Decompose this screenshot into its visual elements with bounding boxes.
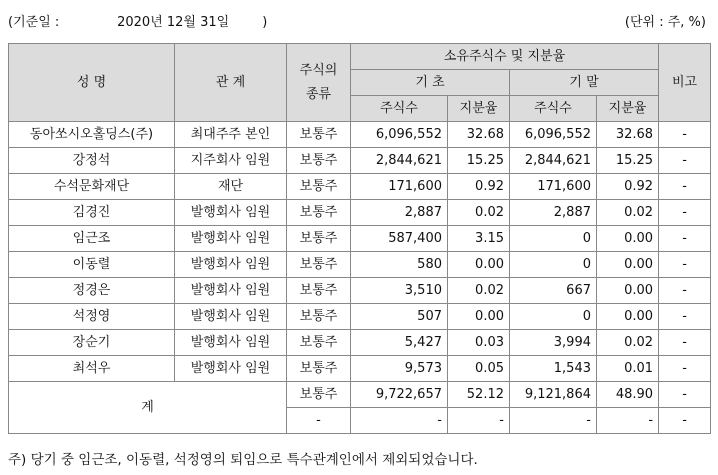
cell-type: 보통주 — [287, 226, 351, 252]
cell-start-ratio: 0.05 — [448, 356, 510, 382]
cell-start-ratio: 0.00 — [448, 304, 510, 330]
cell-start-shares: 9,573 — [351, 356, 448, 382]
cell-end-shares: 9,121,864 — [510, 382, 597, 408]
cell-end-ratio: 32.68 — [597, 122, 659, 148]
cell-end-ratio: 48.90 — [597, 382, 659, 408]
cell-note: - — [659, 304, 711, 330]
cell-type: 보통주 — [287, 148, 351, 174]
cell-type: - — [287, 408, 351, 434]
col-start: 기 초 — [351, 70, 510, 96]
table-row — [9, 174, 711, 200]
cell-name: 강정석 — [9, 148, 175, 174]
cell-type: 보통주 — [287, 252, 351, 278]
cell-start-ratio: 0.00 — [448, 252, 510, 278]
table-caption — [8, 11, 710, 31]
cell-note: - — [659, 122, 711, 148]
cell-start-shares: 587,400 — [351, 226, 448, 252]
cell-start-ratio: 0.02 — [448, 278, 510, 304]
cell-relation: 지주회사 임원 — [175, 148, 287, 174]
cell-name: 최석우 — [9, 356, 175, 382]
cell-end-ratio: 0.92 — [597, 174, 659, 200]
cell-end-shares: 2,844,621 — [510, 148, 597, 174]
cell-note: - — [659, 330, 711, 356]
cell-start-shares: 5,427 — [351, 330, 448, 356]
cell-end-ratio: 0.00 — [597, 304, 659, 330]
cell-end-ratio: 0.02 — [597, 330, 659, 356]
col-end: 기 말 — [510, 70, 659, 96]
cell-type: 보통주 — [287, 200, 351, 226]
cell-start-ratio: 0.03 — [448, 330, 510, 356]
cell-end-ratio: 0.00 — [597, 226, 659, 252]
col-end-ratio: 지분율 — [597, 96, 659, 122]
cell-note: - — [659, 174, 711, 200]
cell-start-shares: 171,600 — [351, 174, 448, 200]
cell-relation: 발행회사 임원 — [175, 304, 287, 330]
cell-start-shares: 507 — [351, 304, 448, 330]
cell-note: - — [659, 226, 711, 252]
cell-start-ratio: 3.15 — [448, 226, 510, 252]
cell-name: 수석문화재단 — [9, 174, 175, 200]
cell-name: 석정영 — [9, 304, 175, 330]
col-ownership: 소유주식수 및 지분율 — [351, 44, 659, 70]
cell-start-ratio: - — [448, 408, 510, 434]
cell-start-shares: 2,887 — [351, 200, 448, 226]
table-row — [9, 226, 711, 252]
cell-type: 보통주 — [287, 330, 351, 356]
cell-name: 이동렬 — [9, 252, 175, 278]
shareholder-table — [8, 43, 711, 434]
cell-type: 보통주 — [287, 304, 351, 330]
col-relation: 관 계 — [175, 44, 287, 122]
cell-start-ratio: 32.68 — [448, 122, 510, 148]
cell-relation: 발행회사 임원 — [175, 356, 287, 382]
cell-end-shares: 3,994 — [510, 330, 597, 356]
total-row — [9, 382, 711, 408]
cell-relation: 최대주주 본인 — [175, 122, 287, 148]
cell-end-shares: 0 — [510, 304, 597, 330]
cell-end-ratio: 0.02 — [597, 200, 659, 226]
cell-note: - — [659, 252, 711, 278]
cell-note: - — [659, 148, 711, 174]
cell-note: - — [659, 382, 711, 408]
cell-type: 보통주 — [287, 382, 351, 408]
col-note: 비고 — [659, 44, 711, 122]
cell-note: - — [659, 356, 711, 382]
cell-end-ratio: 0.00 — [597, 278, 659, 304]
table-row — [9, 356, 711, 382]
table-row — [9, 278, 711, 304]
cell-end-shares: 667 — [510, 278, 597, 304]
cell-type: 보통주 — [287, 122, 351, 148]
cell-name: 장순기 — [9, 330, 175, 356]
cell-start-shares: 580 — [351, 252, 448, 278]
cell-start-shares: - — [351, 408, 448, 434]
cell-end-shares: 0 — [510, 252, 597, 278]
cell-relation: 발행회사 임원 — [175, 252, 287, 278]
cell-relation: 발행회사 임원 — [175, 226, 287, 252]
cell-start-shares: 2,844,621 — [351, 148, 448, 174]
table-row — [9, 304, 711, 330]
cell-start-ratio: 0.92 — [448, 174, 510, 200]
unit-label: (단위 : 주, %) — [624, 15, 706, 30]
cell-start-ratio: 52.12 — [448, 382, 510, 408]
cell-end-ratio: - — [597, 408, 659, 434]
cell-start-ratio: 15.25 — [448, 148, 510, 174]
cell-relation: 발행회사 임원 — [175, 278, 287, 304]
cell-end-shares: 171,600 — [510, 174, 597, 200]
cell-end-ratio: 0.01 — [597, 356, 659, 382]
total-label: 계 — [9, 382, 287, 434]
footnote: 주) 당기 중 임근조, 이동렬, 석정영의 퇴임으로 특수관계인에서 제외되었습니다. — [8, 452, 478, 468]
basis-date: (기준일 : 2020년 12월 31일 ) — [8, 15, 268, 30]
col-stock-type: 주식의 종류 — [287, 44, 351, 122]
col-start-ratio: 지분율 — [448, 96, 510, 122]
cell-name: 김경진 — [9, 200, 175, 226]
cell-end-shares: 0 — [510, 226, 597, 252]
cell-note: - — [659, 408, 711, 434]
table-row — [9, 122, 711, 148]
col-start-shares: 주식수 — [351, 96, 448, 122]
col-end-shares: 주식수 — [510, 96, 597, 122]
cell-end-shares: - — [510, 408, 597, 434]
table-row — [9, 200, 711, 226]
table-row — [9, 252, 711, 278]
cell-type: 보통주 — [287, 278, 351, 304]
cell-start-ratio: 0.02 — [448, 200, 510, 226]
table-row — [9, 148, 711, 174]
cell-relation: 발행회사 임원 — [175, 330, 287, 356]
cell-relation: 발행회사 임원 — [175, 200, 287, 226]
cell-end-shares: 2,887 — [510, 200, 597, 226]
cell-end-ratio: 0.00 — [597, 252, 659, 278]
cell-start-shares: 9,722,657 — [351, 382, 448, 408]
cell-name: 동아쏘시오홀딩스(주) — [9, 122, 175, 148]
table-row — [9, 330, 711, 356]
cell-end-shares: 1,543 — [510, 356, 597, 382]
cell-name: 임근조 — [9, 226, 175, 252]
cell-note: - — [659, 278, 711, 304]
col-name: 성 명 — [9, 44, 175, 122]
cell-note: - — [659, 200, 711, 226]
cell-type: 보통주 — [287, 356, 351, 382]
cell-end-shares: 6,096,552 — [510, 122, 597, 148]
cell-start-shares: 6,096,552 — [351, 122, 448, 148]
cell-type: 보통주 — [287, 174, 351, 200]
cell-name: 정경은 — [9, 278, 175, 304]
cell-start-shares: 3,510 — [351, 278, 448, 304]
cell-relation: 재단 — [175, 174, 287, 200]
cell-end-ratio: 15.25 — [597, 148, 659, 174]
